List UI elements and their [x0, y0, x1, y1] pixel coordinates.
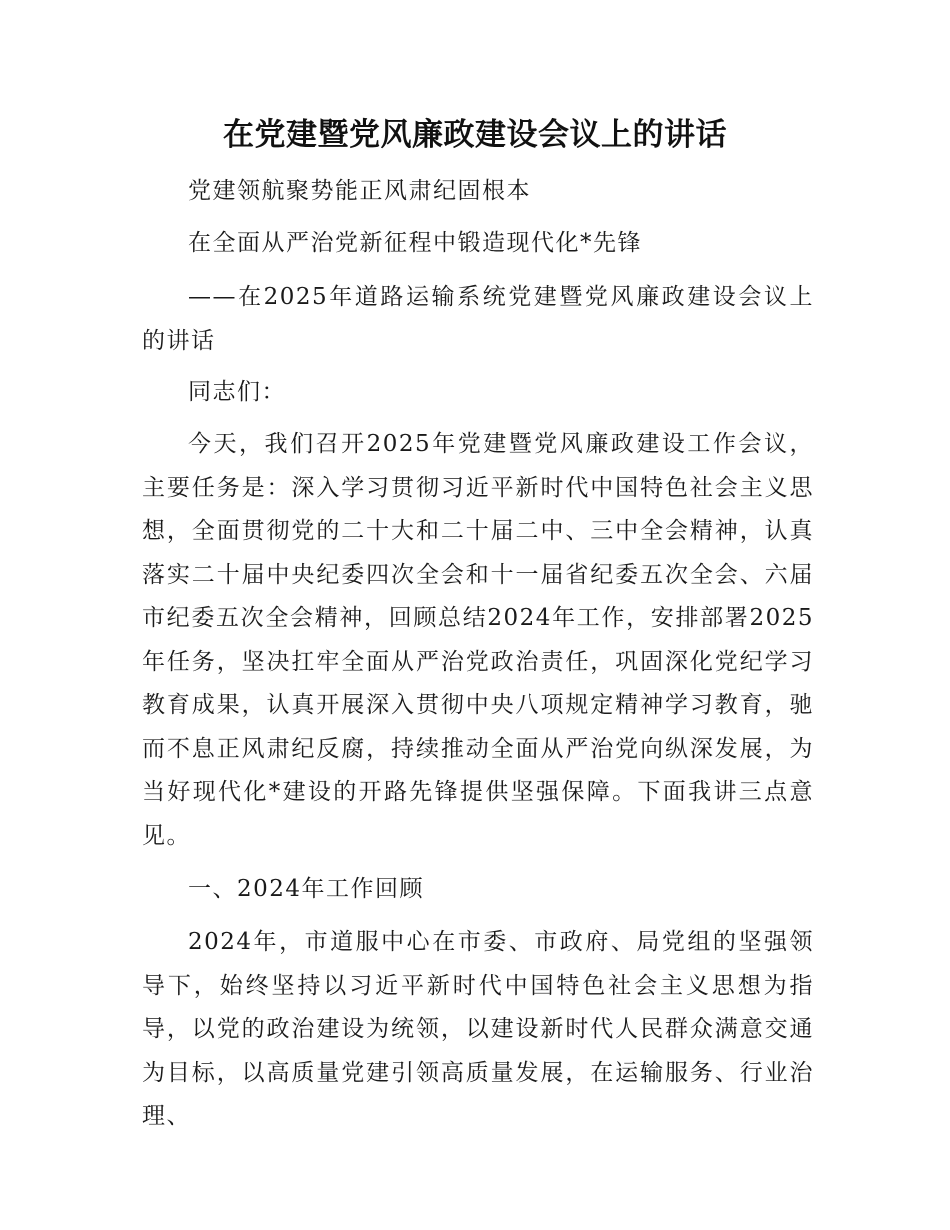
body-paragraph-1: 今天，我们召开2025年党建暨党风廉政建设工作会议，主要任务是：深入学习贯彻习近平新时代中国特色社会主义思想，全面贯彻党的二十大和二十届二中、三中全会精神，认真落实二十届中央纪委四次全会和十一届省纪委五次全会、六届市纪委五次全会精神，回顾总结2024年工作，安排部署2025年任务，坚决扛牢全面从严治党政治责任，巩固深化党纪学习教育成果，认真开展深入贯彻中央八项规定精神学习教育，驰而不息正风肃纪反腐，持续推动全面从严治党向纵深发展，为当好现代化*建设的开路先锋提供坚强保障。下面我讲三点意见。	[142, 431, 814, 849]
subtitle-line-3: ——在2025年道路运输系统党建暨党风廉政建设会议上的讲话	[142, 284, 814, 354]
body-paragraph-2: 2024年，市道服中心在市委、市政府、局党组的坚强领导下，始终坚持以习近平新时代中国特色社会主义思想为指导，以党的政治建设为统领，以建设新时代人民群众满意交通为目标，以高质量党建引领高质量发展，在运输服务、行业治理、	[142, 929, 814, 1129]
document-title: 在党建暨党风廉政建设会议上的讲话	[223, 117, 727, 153]
greeting: 同志们：	[188, 379, 286, 405]
subtitle-line-1: 党建领航聚势能正风肃纪固根本	[188, 178, 531, 204]
subtitle-line-2: 在全面从严治党新征程中锻造现代化*先锋	[188, 230, 642, 256]
section-heading-1: 一、2024年工作回顾	[188, 876, 425, 902]
